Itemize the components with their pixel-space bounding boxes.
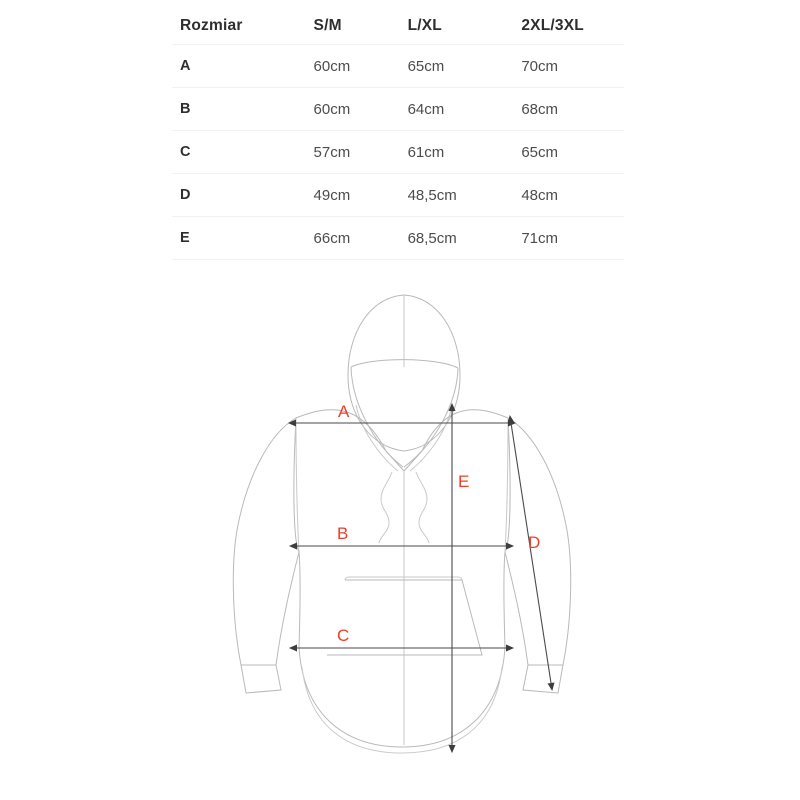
drawstring-right [416, 472, 429, 543]
sleeve-left-armhole [296, 418, 299, 552]
sleeve-left-inner [276, 552, 299, 665]
cell-b-2xl: 68cm [521, 100, 559, 118]
row-label-d: D [180, 187, 191, 203]
cell-a-lxl: 65cm [407, 57, 445, 75]
cell-e-2xl: 71cm [521, 229, 559, 247]
neck-group [386, 451, 422, 745]
dimension-d-label: D [528, 533, 541, 552]
sleeve-left-cuff [241, 665, 281, 693]
cell-b-sm: 60cm [313, 100, 351, 118]
hem-inner-curve [302, 667, 502, 753]
size-chart-body [172, 45, 624, 260]
cell-c-2xl: 65cm [521, 143, 559, 161]
hood-drape-left [356, 405, 398, 471]
row-label-a: A [180, 58, 191, 74]
sleeve-right-cuff [523, 665, 563, 693]
side-seam-left [294, 418, 300, 647]
side-seam-right [504, 418, 510, 647]
table-header-row [172, 8, 624, 45]
hood-group [348, 295, 460, 471]
sleeve-left-outer [233, 418, 296, 665]
dimension-a [296, 402, 508, 423]
dimension-a-label: A [338, 402, 350, 421]
shoulder-seam-right [422, 410, 508, 451]
cell-e-lxl: 68,5cm [407, 229, 457, 247]
table-row [172, 217, 624, 260]
cell-a-sm: 60cm [313, 57, 351, 75]
neck-v-opening [386, 451, 422, 471]
sleeve-right-inner [505, 552, 528, 665]
cell-d-lxl: 48,5cm [407, 186, 457, 204]
column-header-sm: S/M [313, 17, 342, 34]
table-row [172, 88, 624, 131]
sleeve-right [505, 418, 571, 693]
size-chart-table [172, 8, 624, 260]
table-row [172, 131, 624, 174]
cell-b-lxl: 64cm [407, 100, 445, 118]
hem-outer-curve [299, 647, 505, 747]
row-label-b: B [180, 101, 191, 117]
dimension-b-label: B [337, 524, 349, 543]
column-header-size: Rozmiar [180, 17, 243, 34]
column-header-2xl3xl: 2XL/3XL [521, 17, 584, 34]
dimension-c-label: C [337, 626, 350, 645]
cell-e-sm: 66cm [313, 229, 351, 247]
hoodie-technical-drawing [0, 275, 800, 785]
table-row [172, 45, 624, 88]
cell-c-sm: 57cm [313, 143, 351, 161]
column-header-lxl: L/XL [407, 17, 442, 34]
hood-inner-left [351, 367, 403, 467]
row-label-e: E [180, 230, 190, 246]
table-row [172, 174, 624, 217]
row-label-c: C [180, 144, 191, 160]
drawstring-left [379, 472, 392, 543]
sleeve-right-armhole [505, 418, 508, 552]
size-chart-header [172, 8, 624, 45]
cell-c-lxl: 61cm [407, 143, 445, 161]
cell-d-2xl: 48cm [521, 186, 559, 204]
cell-d-sm: 49cm [313, 186, 351, 204]
body-group [294, 410, 510, 753]
cell-a-2xl: 70cm [521, 57, 559, 75]
sleeve-left [233, 418, 299, 693]
dimension-b [297, 524, 506, 546]
dimension-e-label: E [458, 472, 470, 491]
